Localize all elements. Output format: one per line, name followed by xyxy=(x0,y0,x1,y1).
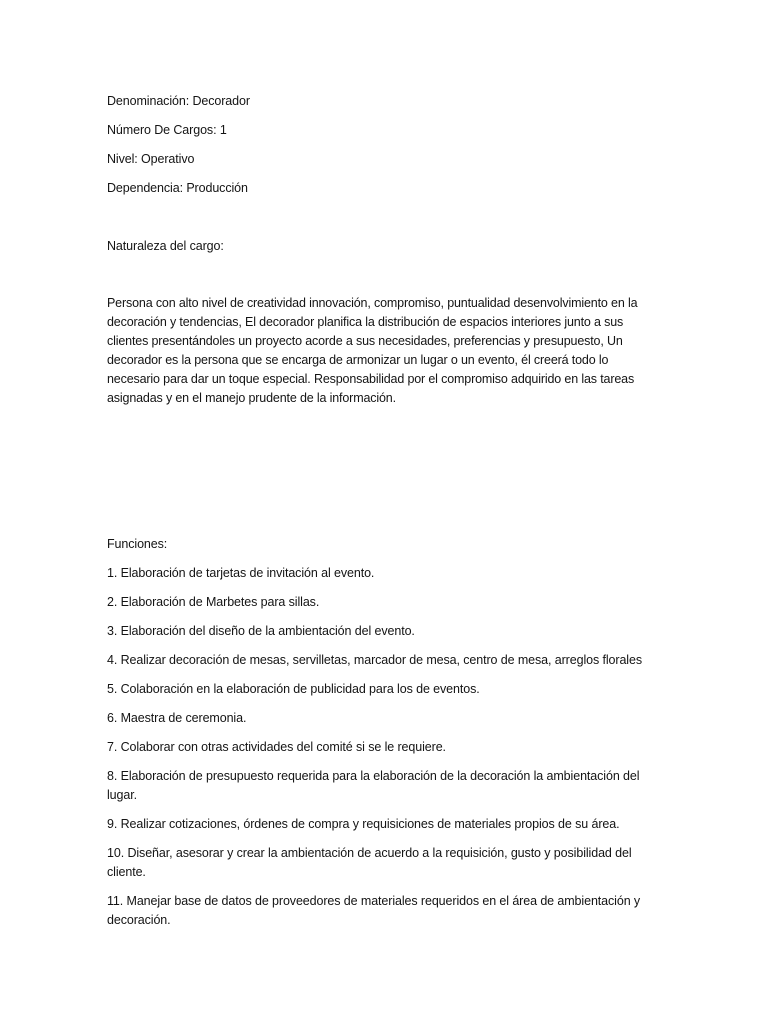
nivel-line: Nivel: Operativo xyxy=(107,152,195,166)
naturaleza-heading: Naturaleza del cargo: xyxy=(107,239,224,253)
funcion-item: 6. Maestra de ceremonia. xyxy=(107,711,247,725)
numero-cargos-line: Número De Cargos: 1 xyxy=(107,123,227,137)
funcion-item: 2. Elaboración de Marbetes para sillas. xyxy=(107,595,320,609)
naturaleza-paragraph: Persona con alto nivel de creatividad innovación, compromiso, puntualidad desenvolvimiento en la decoración y tendencias, El decorador planifica la distribución de espacios interiores junto a sus clientes presentándoles un proyecto acorde a sus necesidades, preferencias y presupuesto, Un decorador es la persona que se encarga de armonizar un lugar o un evento, él creerá todo lo necesario para dar un toque especial. Responsabilidad por el compromiso adquirido en las tareas asignadas y en el manejo prudente de la información. xyxy=(107,296,638,405)
funcion-item: 1. Elaboración de tarjetas de invitación al evento. xyxy=(107,566,375,580)
funcion-item: 9. Realizar cotizaciones, órdenes de compra y requisiciones de materiales propios de su área. xyxy=(107,817,620,831)
funcion-item: 7. Colaborar con otras actividades del comité si se le requiere. xyxy=(107,740,446,754)
funcion-item: 3. Elaboración del diseño de la ambientación del evento. xyxy=(107,624,415,638)
funcion-item: 11. Manejar base de datos de proveedores de materiales requeridos en el área de ambientación y decoración. xyxy=(107,894,641,927)
funcion-item: 10. Diseñar, asesorar y crear la ambientación de acuerdo a la requisición, gusto y posibilidad del cliente. xyxy=(107,846,632,879)
funciones-heading: Funciones: xyxy=(107,537,168,551)
funcion-item: 5. Colaboración en la elaboración de publicidad para los de eventos. xyxy=(107,682,480,696)
funcion-item: 4. Realizar decoración de mesas, servilletas, marcador de mesa, centro de mesa, arreglos florales xyxy=(107,653,642,667)
dependencia-line: Dependencia: Producción xyxy=(107,181,248,195)
denominacion-line: Denominación: Decorador xyxy=(107,94,250,108)
funcion-item: 8. Elaboración de presupuesto requerida para la elaboración de la decoración la ambientación del lugar. xyxy=(107,769,640,802)
